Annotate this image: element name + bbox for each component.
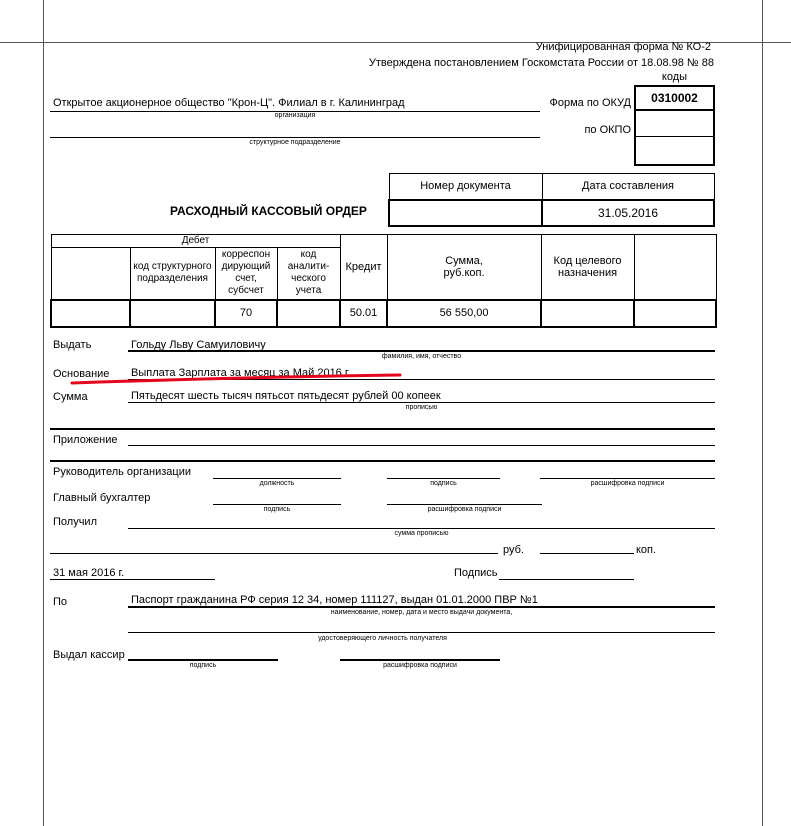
approved-label: Утверждена постановлением Госкомстата России от 18.08.98 № 88	[368, 57, 714, 69]
row-extra-cell	[634, 300, 716, 327]
subdivision-line	[50, 137, 540, 138]
sum-caption: прописью	[405, 404, 438, 411]
row-credit-cell: 50.01	[340, 300, 387, 327]
basis-label: Основание	[53, 368, 110, 380]
cashier-decoding-line	[340, 659, 500, 661]
sum-line	[128, 402, 715, 403]
row-subdivision-cell	[130, 300, 215, 327]
empty-header	[634, 235, 716, 300]
received-kop-line	[540, 553, 634, 554]
date-line	[50, 579, 215, 580]
passport-line	[128, 606, 715, 608]
doc-number-value	[389, 200, 542, 226]
row-blank-cell	[51, 300, 130, 327]
credit-header: Кредит	[340, 235, 387, 300]
accountant-label: Главный бухгалтер	[53, 492, 151, 504]
organization-caption: организация	[274, 112, 316, 119]
blank-debit-subheader	[51, 248, 130, 300]
doc-number-table	[388, 173, 715, 227]
attachment-bottom-line	[50, 460, 715, 462]
codes-box	[634, 70, 715, 166]
issue-caption: фамилия, имя, отчество	[381, 353, 462, 360]
head-position-line	[213, 478, 341, 479]
sum-second-line	[50, 428, 715, 430]
sum-label: Сумма	[53, 391, 88, 403]
sum-header: Сумма, руб.коп.	[387, 235, 541, 300]
row-sum-cell: 56 550,00	[387, 300, 541, 327]
passport-second-line	[128, 632, 715, 633]
date-value: 31 мая 2016 г.	[53, 567, 125, 579]
accountant-decoding-line	[387, 504, 542, 505]
by-label: По	[53, 596, 68, 608]
received-line	[128, 528, 715, 529]
rub-label: руб.	[503, 544, 524, 556]
red-underline-annotation	[68, 373, 428, 387]
doc-date-header: Дата составления	[542, 174, 714, 200]
doc-number-header: Номер документа	[389, 174, 542, 200]
id-caption: удостоверяющего личность получателя	[318, 635, 447, 642]
received-label: Получил	[53, 516, 97, 528]
signature-label: Подпись	[454, 567, 498, 579]
head-signature-line	[387, 478, 500, 479]
accountant-signature-caption: подпись	[263, 506, 291, 513]
attachment-label: Приложение	[53, 434, 118, 446]
kop-label: коп.	[636, 544, 657, 556]
head-decoding-line	[540, 478, 715, 479]
subdivision-header: код структурного подразделения	[130, 248, 215, 300]
row-target-cell	[541, 300, 634, 327]
okpo-cell	[634, 109, 715, 166]
issue-value: Гольду Льву Самуиловичу	[131, 339, 266, 351]
okpo-label: по ОКПО	[584, 124, 631, 136]
head-signature-caption: подпись	[430, 480, 457, 487]
debit-credit-table	[50, 234, 717, 328]
row-analytic-cell	[277, 300, 340, 327]
analytic-header: код аналити- ческого учета	[277, 248, 340, 300]
corr-account-header: корреспон дирующий счет, субсчет	[215, 248, 277, 300]
signature-line	[499, 579, 634, 580]
head-label: Руководитель организации	[53, 466, 192, 478]
head-decoding-caption: расшифровка подписи	[590, 480, 665, 487]
frame-right-line	[762, 0, 763, 826]
basis-value: Выплата Зарплата за месяц за Май 2016 г.	[131, 367, 351, 379]
passport-caption: наименование, номер, дата и место выдачи документа,	[330, 609, 513, 616]
codes-label: коды	[661, 71, 688, 83]
attachment-line	[128, 445, 715, 446]
head-position-caption: должность	[259, 480, 295, 487]
passport-value: Паспорт гражданина РФ серия 12 34, номер 111127, выдан 01.01.2000 ПВР №1	[131, 594, 538, 606]
accountant-signature-line	[213, 504, 341, 505]
debit-header: Дебет	[51, 235, 340, 248]
frame-left-line	[43, 0, 44, 826]
cashier-signature-caption: подпись	[189, 662, 217, 669]
target-header: Код целевого назначения	[541, 235, 634, 300]
cashier-decoding-caption: расшифровка подписи	[383, 662, 457, 669]
received-rub-line	[50, 553, 498, 554]
cashier-label: Выдал кассир	[53, 649, 125, 661]
doc-date-value: 31.05.2016	[542, 200, 714, 226]
organization-name: Открытое акционерное общество "Крон-Ц". Филиал в г. Калининград	[53, 97, 405, 109]
row-corr-cell: 70	[215, 300, 277, 327]
subdivision-caption: структурное подразделение	[249, 139, 341, 146]
sum-words-caption: сумма прописью	[394, 530, 449, 537]
document-title: РАСХОДНЫЙ КАССОВЫЙ ОРДЕР	[170, 204, 367, 218]
issue-line	[128, 350, 715, 352]
sum-value: Пятьдесят шесть тысяч пятьсот пятьдесят рублей 00 копеек	[131, 390, 441, 402]
okpo-split-line	[634, 136, 715, 137]
cashier-signature-line	[128, 659, 278, 661]
okud-label: Форма по ОКУД	[549, 97, 631, 109]
issue-label: Выдать	[53, 339, 92, 351]
unified-form-label: Унифицированная форма № КО-2	[535, 41, 711, 53]
accountant-decoding-caption: расшифровка подписи	[427, 506, 502, 513]
okud-value: 0310002	[651, 91, 698, 105]
